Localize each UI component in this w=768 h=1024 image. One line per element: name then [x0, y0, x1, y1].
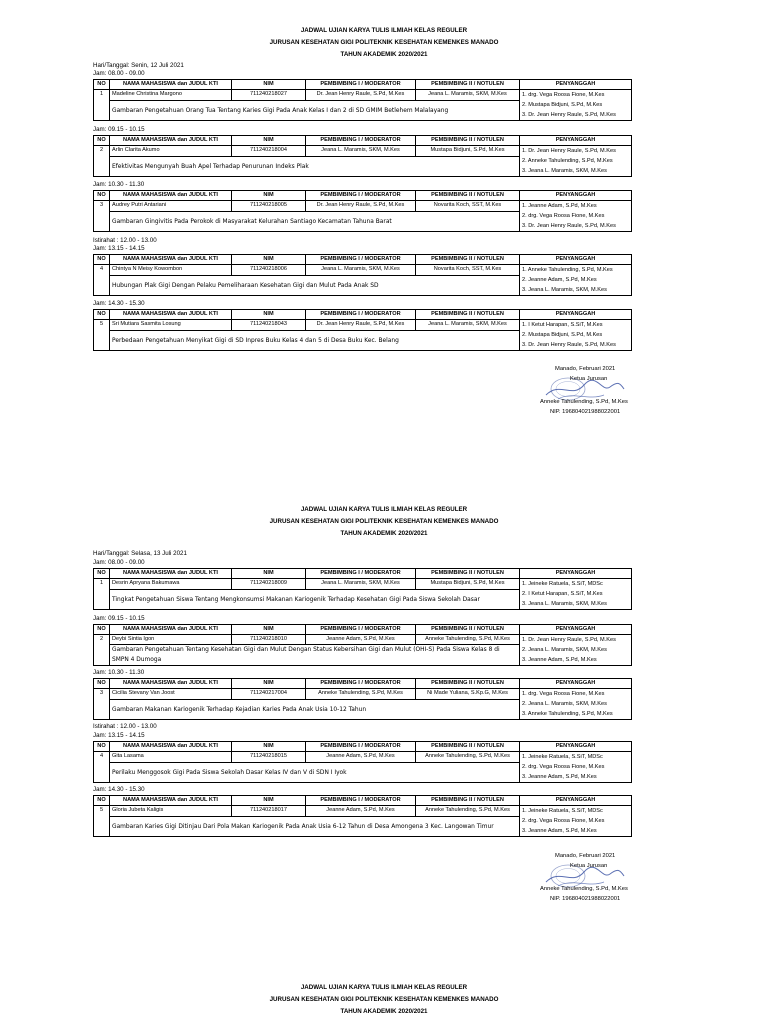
- column-header-no: NO: [94, 310, 110, 320]
- examiner: 3. Jeanne Adam, S.Pd, M.Kes: [522, 657, 597, 663]
- student-row: [94, 751, 632, 763]
- session-table: [93, 741, 632, 783]
- student-name: Audrey Putri Antariani: [110, 200, 232, 212]
- supervisor-1: Anneke Tahulending, S.Pd, M.Kes: [306, 688, 416, 700]
- examiner: 3. Jeanne Adam, S.Pd, M.Kes: [522, 774, 597, 780]
- header-line2: JURUSAN KESEHATAN GIGI POLITEKNIK KESEHATAN KEMENKES MANADO: [269, 518, 499, 525]
- student-nim: 711240218043: [232, 319, 306, 331]
- session-table: [93, 568, 632, 610]
- session-time: Jam: 13.15 - 14.15: [93, 732, 145, 739]
- supervisor-2: Mustapa Bidjuni, S.Pd, M.Kes: [416, 578, 520, 590]
- examiner: 1. Dr. Jean Henry Raule, S.Pd, M.Kes: [522, 636, 616, 643]
- examiners-cell: [520, 145, 632, 177]
- column-header-no: NO: [94, 569, 110, 579]
- supervisor-1: Dr. Jean Henry Raule, S.Pd, M.Kes: [306, 200, 416, 212]
- signature-role: Ketua Jurusan: [570, 862, 608, 869]
- student-name: Madeline Christina Margono: [110, 89, 232, 101]
- student-nim: 711240218027: [232, 89, 306, 101]
- supervisor-1: Jeana L. Maramis, SKM, M.Kes: [306, 578, 416, 590]
- supervisor-2: Anneke Tahulending, S.Pd, M.Kes: [416, 751, 520, 763]
- session-table: [93, 795, 632, 837]
- signature-place-date: Manado, Februari 2021: [555, 853, 616, 859]
- column-header-nim: NIM: [232, 569, 306, 579]
- column-header-p1: PEMBIMBING I / MODERATOR: [306, 796, 416, 806]
- column-header-nim: NIM: [232, 625, 306, 635]
- supervisor-1: Jeanne Adam, S.Pd, M.Kes: [306, 751, 416, 763]
- header-row: [94, 569, 632, 579]
- column-header-nim: NIM: [232, 255, 306, 265]
- student-name: Cicilia Stevany Van Joost: [110, 688, 232, 700]
- student-name: Sri Mutiara Sasmita Losung: [110, 319, 232, 331]
- supervisor-1: Jeanne Adam, S.Pd, M.Kes: [306, 634, 416, 645]
- next-page-header: [0, 982, 768, 1018]
- signature-nip: NIP. 196804021988022001: [550, 895, 621, 902]
- examiner: 1. Dr. Jean Henry Raule, S.Pd, M.Kes: [522, 147, 616, 154]
- examiner: 1. drg. Vega Roosa Fione, M.Kes: [522, 690, 605, 697]
- examiners-cell: [520, 264, 632, 296]
- supervisor-2: Novarita Koch, SST, M.Kes: [416, 264, 520, 276]
- column-header-examiners: PENYANGGAH: [520, 191, 632, 201]
- examiners-cell: [520, 578, 632, 610]
- student-nim: 711240218009: [232, 578, 306, 590]
- column-header-nim: NIM: [232, 310, 306, 320]
- column-header-examiners: PENYANGGAH: [520, 136, 632, 146]
- student-name: Gita Lasama: [110, 751, 232, 763]
- header-row: [94, 625, 632, 635]
- student-nim: 711240218010: [232, 634, 306, 645]
- column-header-nim: NIM: [232, 191, 306, 201]
- session-time: Jam: 14.30 - 15.30: [93, 300, 145, 307]
- supervisor-2: Jeana L. Maramis, SKM, M.Kes: [416, 89, 520, 101]
- session-time: Jam: 09.15 - 10.15: [93, 615, 145, 622]
- student-nim: 711240217004: [232, 688, 306, 700]
- column-header-name_title: NAMA MAHASISWA dan JUDUL KTI: [110, 255, 232, 265]
- student-no: 5: [94, 319, 110, 351]
- header-row: [94, 310, 632, 320]
- student-no: 3: [94, 200, 110, 232]
- student-row: [94, 634, 632, 645]
- examiners-cell: [520, 200, 632, 232]
- thesis-title: Gambaran Makanan Kariogenik Terhadap Kejadian Karies Pada Anak Usia 10-12 Tahun: [110, 700, 520, 720]
- student-name: Deybi Sintia Igon: [110, 634, 232, 645]
- break-time: Istirahat : 12.00 - 13.00: [93, 237, 157, 244]
- thesis-title: Tingkat Pengetahuan Siswa Tentang Mengkonsumsi Makanan Kariogenik Terhadap Kesehatan Gigi Pada Siswa Sekolah Dasar: [110, 590, 520, 610]
- supervisor-1: Dr. Jean Henry Raule, S.Pd, M.Kes: [306, 89, 416, 101]
- header-row: [94, 796, 632, 806]
- student-no: 4: [94, 751, 110, 783]
- thesis-title: Gambaran Gingivitis Pada Perokok di Masyarakat Kelurahan Santiago Kecamatan Tahuna Barat: [110, 212, 520, 232]
- examiner: 1. Anneke Tahulending, S.Pd, M.Kes: [522, 266, 613, 273]
- student-no: 3: [94, 688, 110, 720]
- header-row: [94, 80, 632, 90]
- column-header-examiners: PENYANGGAH: [520, 255, 632, 265]
- column-header-p1: PEMBIMBING I / MODERATOR: [306, 310, 416, 320]
- student-no: 2: [94, 145, 110, 177]
- examiners-cell: [520, 634, 632, 666]
- column-header-p1: PEMBIMBING I / MODERATOR: [306, 679, 416, 689]
- signature-block: [540, 852, 640, 904]
- supervisor-2: Anneke Tahulending, S.Pd, M.Kes: [416, 805, 520, 817]
- thesis-title: Gambaran Pengetahuan Orang Tua Tentang Karies Gigi Pada Anak Kelas I dan 2 di SD GMIM Betlehem Malalayang: [110, 101, 520, 121]
- examiner: 2. Jeana L. Maramis, SKM, M.Kes: [522, 646, 607, 653]
- session-time: Jam: 13.15 - 14.15: [93, 245, 145, 252]
- column-header-no: NO: [94, 625, 110, 635]
- examiner: 2. drg. Vega Roosa Fione, M.Kes: [522, 763, 605, 770]
- header-row: [94, 255, 632, 265]
- header-row: [94, 742, 632, 752]
- thesis-title: Hubungan Plak Gigi Dengan Pelaku Pemeliharaan Kesehatan Gigi dan Mulut Pada Anak SD: [110, 276, 520, 296]
- document-header: [0, 504, 768, 540]
- student-name: Arlin Clarita Akumo: [110, 145, 232, 157]
- column-header-p2: PEMBIMBING II / NOTULEN: [416, 191, 520, 201]
- student-no: 5: [94, 805, 110, 837]
- session-table: [93, 135, 632, 177]
- student-nim: 711240218015: [232, 751, 306, 763]
- examiner: 3. Jeana L. Maramis, SKM, M.Kes: [522, 601, 607, 607]
- column-header-examiners: PENYANGGAH: [520, 679, 632, 689]
- column-header-p2: PEMBIMBING II / NOTULEN: [416, 255, 520, 265]
- column-header-p2: PEMBIMBING II / NOTULEN: [416, 310, 520, 320]
- column-header-p1: PEMBIMBING I / MODERATOR: [306, 80, 416, 90]
- examiners-cell: [520, 89, 632, 121]
- student-no: 4: [94, 264, 110, 296]
- column-header-name_title: NAMA MAHASISWA dan JUDUL KTI: [110, 191, 232, 201]
- student-nim: 711240218005: [232, 200, 306, 212]
- column-header-nim: NIM: [232, 679, 306, 689]
- header-row: [94, 136, 632, 146]
- examiner: 3. Dr. Jean Henry Raule, S.Pd, M.Kes: [522, 342, 616, 348]
- column-header-nim: NIM: [232, 796, 306, 806]
- student-no: 2: [94, 634, 110, 666]
- examiner: 2. drg. Vega Roosa Fione, M.Kes: [522, 212, 605, 219]
- signature-name: Anneke Tahulending, S.Pd, M.Kes: [540, 886, 628, 892]
- session-time: Jam: 10.30 - 11.30: [93, 181, 145, 188]
- examiner: 2. Mustapa Bidjuni, S.Pd, M.Kes: [522, 101, 603, 108]
- column-header-name_title: NAMA MAHASISWA dan JUDUL KTI: [110, 625, 232, 635]
- column-header-nim: NIM: [232, 742, 306, 752]
- thesis-title: Gambaran Pengetahuan Tentang Kesehatan Gigi dan Mulut Dengan Status Kebersihan Gigi dan Mulut (OHI-S) Pada Siswa Kelas 8 di SMPN 4 Dumoga: [110, 645, 520, 666]
- column-header-nim: NIM: [232, 80, 306, 90]
- signature-block: [540, 365, 640, 417]
- break-time: Istirahat : 12.00 - 13.00: [93, 723, 157, 730]
- thesis-title: Gambaran Karies Gigi Ditinjau Dari Pola Makan Kariogenik Pada Anak Usia 6-12 Tahun di Desa Amongena 3 Kec. Langowan Timur: [110, 817, 520, 837]
- column-header-p2: PEMBIMBING II / NOTULEN: [416, 742, 520, 752]
- session-time: Jam: 10.30 - 11.30: [93, 669, 145, 676]
- examiner: 2. Mustapa Bidjuni, S.Pd, M.Kes: [522, 331, 603, 338]
- signature-place-date: Manado, Februari 2021: [555, 366, 616, 372]
- session-table: [93, 678, 632, 720]
- column-header-p1: PEMBIMBING I / MODERATOR: [306, 136, 416, 146]
- supervisor-2: Jeana L. Maramis, SKM, M.Kes: [416, 319, 520, 331]
- column-header-name_title: NAMA MAHASISWA dan JUDUL KTI: [110, 310, 232, 320]
- student-row: [94, 578, 632, 590]
- examiner: 2. Jeanne Adam, S.Pd, M.Kes: [522, 276, 597, 283]
- examiner: 2. Anneke Tahulending, S.Pd, M.Kes: [522, 157, 613, 164]
- examiners-cell: [520, 805, 632, 837]
- column-header-examiners: PENYANGGAH: [520, 569, 632, 579]
- column-header-p1: PEMBIMBING I / MODERATOR: [306, 569, 416, 579]
- session-table: [93, 254, 632, 296]
- student-nim: 711240218017: [232, 805, 306, 817]
- examiner: 1. Jeanne Adam, S.Pd, M.Kes: [522, 202, 597, 209]
- column-header-examiners: PENYANGGAH: [520, 310, 632, 320]
- examiner: 2. I Ketut Harapan, S.SiT, M.Kes: [522, 590, 603, 597]
- supervisor-1: Dr. Jean Henry Raule, S.Pd, M.Kes: [306, 319, 416, 331]
- header-row: [94, 191, 632, 201]
- supervisor-2: Mustapa Bidjuni, S.Pd, M.Kes: [416, 145, 520, 157]
- student-name: Gloria Jubeta Kaligis: [110, 805, 232, 817]
- header-line1: JADWAL UJIAN KARYA TULIS ILMIAH KELAS REGULER: [300, 27, 468, 34]
- session-table: [93, 190, 632, 232]
- student-row: [94, 145, 632, 157]
- header-line3: TAHUN AKADEMIK 2020/2021: [340, 1008, 428, 1015]
- student-no: 1: [94, 578, 110, 610]
- column-header-no: NO: [94, 679, 110, 689]
- examiner: 3. Dr. Jean Henry Raule, S.Pd, M.Kes: [522, 223, 616, 229]
- session-time: Jam: 08.00 - 09.00: [93, 70, 145, 77]
- column-header-no: NO: [94, 255, 110, 265]
- student-row: [94, 264, 632, 276]
- column-header-p1: PEMBIMBING I / MODERATOR: [306, 255, 416, 265]
- examiner: 3. Jeana L. Maramis, SKM, M.Kes: [522, 168, 607, 174]
- student-name: Chintya N Meisy Kowombon: [110, 264, 232, 276]
- document-header: [0, 25, 768, 61]
- column-header-name_title: NAMA MAHASISWA dan JUDUL KTI: [110, 80, 232, 90]
- student-nim: 711240218006: [232, 264, 306, 276]
- column-header-name_title: NAMA MAHASISWA dan JUDUL KTI: [110, 136, 232, 146]
- column-header-p2: PEMBIMBING II / NOTULEN: [416, 569, 520, 579]
- student-row: [94, 688, 632, 700]
- supervisor-2: Novarita Koch, SST, M.Kes: [416, 200, 520, 212]
- supervisor-2: Ni Made Yuliana, S.Kp.G, M.Kes: [416, 688, 520, 700]
- examiners-cell: [520, 319, 632, 351]
- header-line3: TAHUN AKADEMIK 2020/2021: [340, 51, 428, 58]
- supervisor-1: Jeanne Adam, S.Pd, M.Kes: [306, 805, 416, 817]
- header-line2: JURUSAN KESEHATAN GIGI POLITEKNIK KESEHATAN KEMENKES MANADO: [269, 996, 499, 1003]
- examiners-cell: [520, 688, 632, 720]
- column-header-p2: PEMBIMBING II / NOTULEN: [416, 80, 520, 90]
- column-header-p2: PEMBIMBING II / NOTULEN: [416, 796, 520, 806]
- thesis-title: Perbedaan Pengetahuan Menyikat Gigi di SD Inpres Buku Kelas 4 dan 5 di Desa Buku Kec. Belang: [110, 331, 520, 351]
- examiner: 3. Dr. Jean Henry Raule, S.Pd, M.Kes: [522, 112, 616, 118]
- examiner: 2. drg. Vega Roosa Fione, M.Kes: [522, 817, 605, 824]
- column-header-examiners: PENYANGGAH: [520, 625, 632, 635]
- column-header-no: NO: [94, 136, 110, 146]
- examiner: 2. Jeana L. Maramis, SKM, M.Kes: [522, 700, 607, 707]
- examiner: 1. Jeineke Ratuela, S.SiT, MDSc: [522, 807, 603, 814]
- column-header-nim: NIM: [232, 136, 306, 146]
- session-table: [93, 79, 632, 121]
- header-line1: JADWAL UJIAN KARYA TULIS ILMIAH KELAS REGULER: [300, 506, 468, 513]
- column-header-no: NO: [94, 796, 110, 806]
- column-header-p2: PEMBIMBING II / NOTULEN: [416, 136, 520, 146]
- thesis-title: Perilaku Menggosok Gigi Pada Siswa Sekolah Dasar Kelas IV dan V di SDN I Iyok: [110, 763, 520, 783]
- student-row: [94, 805, 632, 817]
- signature-nip: NIP. 196804021988022001: [550, 408, 621, 415]
- column-header-p1: PEMBIMBING I / MODERATOR: [306, 625, 416, 635]
- supervisor-1: Jeana L. Maramis, SKM, M.Kes: [306, 145, 416, 157]
- exam-date: Hari/Tanggal: Selasa, 13 Juli 2021: [93, 550, 187, 557]
- supervisor-1: Jeana L. Maramis, SKM, M.Kes: [306, 264, 416, 276]
- signature-role: Ketua Jurusan: [570, 375, 608, 382]
- column-header-p1: PEMBIMBING I / MODERATOR: [306, 742, 416, 752]
- column-header-name_title: NAMA MAHASISWA dan JUDUL KTI: [110, 742, 232, 752]
- exam-date: Hari/Tanggal: Senin, 12 Juli 2021: [93, 62, 184, 69]
- session-time: Jam: 08.00 - 09.00: [93, 559, 145, 566]
- examiner: 1. I Ketut Harapan, S.SiT, M.Kes: [522, 321, 603, 328]
- column-header-name_title: NAMA MAHASISWA dan JUDUL KTI: [110, 796, 232, 806]
- student-row: [94, 200, 632, 212]
- column-header-name_title: NAMA MAHASISWA dan JUDUL KTI: [110, 679, 232, 689]
- column-header-no: NO: [94, 80, 110, 90]
- examiner: 1. drg. Vega Roosa Fione, M.Kes: [522, 91, 605, 98]
- column-header-examiners: PENYANGGAH: [520, 80, 632, 90]
- column-header-p2: PEMBIMBING II / NOTULEN: [416, 625, 520, 635]
- student-row: [94, 319, 632, 331]
- session-table: [93, 624, 632, 666]
- session-time: Jam: 14.30 - 15.30: [93, 786, 145, 793]
- examiner: 3. Anneke Tahulending, S.Pd, M.Kes: [522, 711, 613, 717]
- header-row: [94, 679, 632, 689]
- signature-name: Anneke Tahulending, S.Pd, M.Kes: [540, 399, 628, 405]
- examiner: 3. Jeana L. Maramis, SKM, M.Kes: [522, 287, 607, 293]
- column-header-examiners: PENYANGGAH: [520, 742, 632, 752]
- examiner: 1. Jeineke Ratuela, S.SiT, MDSc: [522, 753, 603, 760]
- column-header-p1: PEMBIMBING I / MODERATOR: [306, 191, 416, 201]
- column-header-p2: PEMBIMBING II / NOTULEN: [416, 679, 520, 689]
- supervisor-2: Anneke Tahulending, S.Pd, M.Kes: [416, 634, 520, 645]
- examiner: 3. Jeanne Adam, S.Pd, M.Kes: [522, 828, 597, 834]
- examiners-cell: [520, 751, 632, 783]
- student-nim: 711240218004: [232, 145, 306, 157]
- header-line1: JADWAL UJIAN KARYA TULIS ILMIAH KELAS REGULER: [300, 984, 468, 991]
- header-line2: JURUSAN KESEHATAN GIGI POLITEKNIK KESEHATAN KEMENKES MANADO: [269, 39, 499, 46]
- student-row: [94, 89, 632, 101]
- examiner: 1. Jeineke Ratuela, S.SiT, MDSc: [522, 580, 603, 587]
- header-line3: TAHUN AKADEMIK 2020/2021: [340, 530, 428, 537]
- student-name: Desrin Apryana Bakumawa: [110, 578, 232, 590]
- student-no: 1: [94, 89, 110, 121]
- column-header-no: NO: [94, 742, 110, 752]
- thesis-title: Efektivitas Mengunyah Buah Apel Terhadap Penurunan Indeks Plak: [110, 157, 520, 177]
- column-header-name_title: NAMA MAHASISWA dan JUDUL KTI: [110, 569, 232, 579]
- column-header-no: NO: [94, 191, 110, 201]
- column-header-examiners: PENYANGGAH: [520, 796, 632, 806]
- session-table: [93, 309, 632, 351]
- session-time: Jam: 09.15 - 10.15: [93, 126, 145, 133]
